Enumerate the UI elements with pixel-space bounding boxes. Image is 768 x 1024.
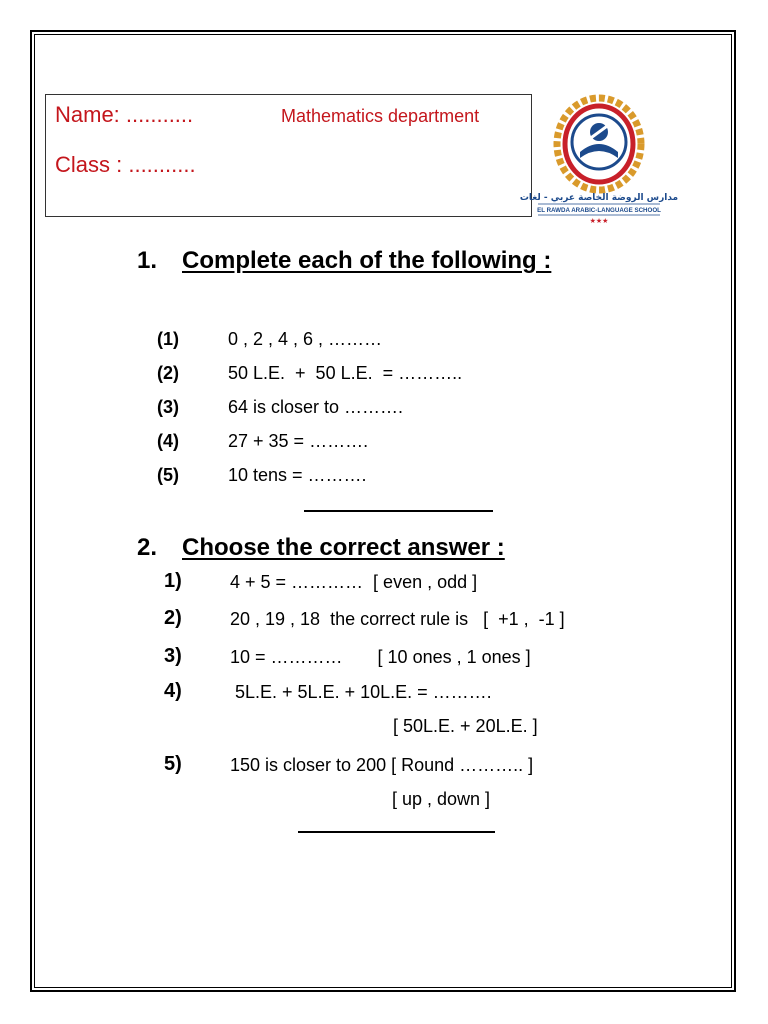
item-text: 5L.E. + 5L.E. + 10L.E. = ………. — [230, 682, 492, 702]
item-text: 150 is closer to 200 [ Round ……….. ] — [230, 755, 534, 775]
item-text: 10 tens = ………. — [228, 465, 367, 485]
item-label: (2) — [157, 363, 179, 383]
item-text: 50 L.E. + 50 L.E. = ……….. — [228, 363, 463, 383]
item-label: 1) — [164, 570, 182, 592]
item-text: 0 , 2 , 4 , 6 , ……… — [228, 329, 383, 349]
school-logo — [519, 96, 679, 230]
item-label: 3) — [164, 645, 182, 667]
name-field: Name: ........... — [55, 102, 194, 127]
logo-stars: ★★★ — [589, 217, 609, 225]
section1-divider — [304, 510, 493, 512]
section2-divider — [298, 831, 495, 833]
item-text: 27 + 35 = ………. — [228, 431, 369, 451]
item-label: (5) — [157, 465, 179, 485]
section1-number: 1. — [137, 247, 158, 274]
class-field: Class : ........... — [55, 152, 196, 177]
logo-arabic-text: مدارس الروضة الخاصة عربي - لغات — [519, 193, 679, 203]
section1-title — [137, 247, 551, 275]
section2-title-text: Choose the correct answer : — [182, 534, 505, 561]
item-text: 4 + 5 = ………… [ even , odd ] — [230, 572, 478, 592]
item-label: (3) — [157, 397, 179, 417]
item-label: (1) — [157, 329, 179, 349]
item-label: 5) — [164, 753, 182, 775]
item-options: [ up , down ] — [392, 789, 491, 809]
section1-title-text: Complete each of the following : — [182, 247, 552, 274]
item-text: 20 , 19 , 18 the correct rule is [ +1 , -1 ] — [230, 609, 565, 629]
section2-number: 2. — [137, 534, 158, 561]
section2-title — [137, 534, 505, 562]
item-label: 2) — [164, 607, 182, 629]
item-label: 4) — [164, 680, 182, 702]
department-label: Mathematics department — [281, 106, 480, 126]
item-text: 10 = ………… [ 10 ones , 1 ones ] — [230, 647, 531, 667]
item-text: 64 is closer to ………. — [228, 397, 404, 417]
logo-english-text: EL RAWDA ARABIC-LANGUAGE SCHOOL — [537, 207, 661, 214]
book-emblem-icon — [572, 115, 626, 169]
item-label: (4) — [157, 431, 179, 451]
item-options: [ 50L.E. + 20L.E. ] — [393, 716, 538, 736]
